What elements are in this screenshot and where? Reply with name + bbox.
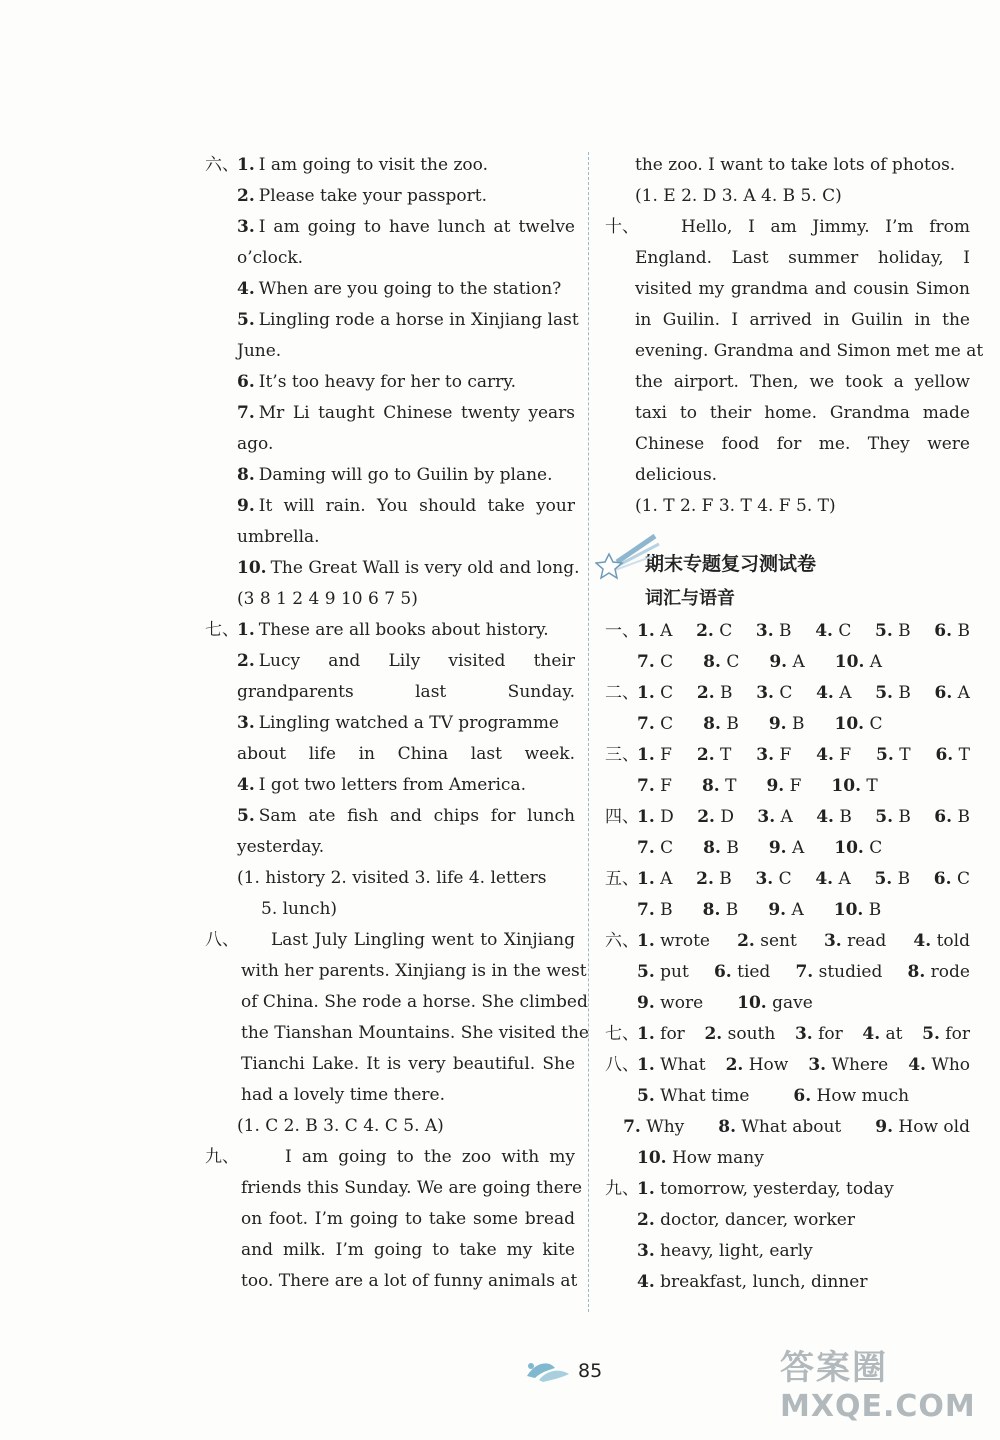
paragraph-text: had a lovely time there. xyxy=(241,1085,445,1105)
paragraph-indent xyxy=(237,925,271,956)
answer-cell: 3. Where xyxy=(808,1055,889,1075)
item-number: 5. xyxy=(237,806,255,826)
item-text: about life in China last week. xyxy=(237,744,575,764)
answer-text: 1. tomorrow, yesterday, today xyxy=(637,1179,894,1199)
paragraph-text: the zoo. I want to take lots of photos. xyxy=(635,155,956,175)
paragraph-text: taxi to their home. Grandma made xyxy=(635,403,970,423)
answer-text: 4. breakfast, lunch, dinner xyxy=(637,1272,868,1292)
label-spacer xyxy=(605,957,637,988)
left-column xyxy=(205,150,589,1297)
answer-cells xyxy=(637,709,970,740)
page-number: 85 xyxy=(578,1360,603,1382)
item-text: ago. xyxy=(237,434,274,454)
answer-cell: 9. F xyxy=(766,776,802,796)
paragraph-text: England. Last summer holiday, I xyxy=(635,248,970,268)
paragraph-text: I am going to the zoo with my xyxy=(285,1147,575,1167)
answer-cell: 1. What xyxy=(637,1055,706,1075)
question-label: 六、 xyxy=(205,155,239,175)
paragraph-text: with her parents. Xinjiang is in the west xyxy=(241,961,587,981)
answer-cell: 2. B xyxy=(696,683,733,703)
item-text: I got two letters from America. xyxy=(258,775,526,795)
answer-cell: 5. B xyxy=(875,807,911,827)
answer-cell: 5. B xyxy=(874,869,911,889)
answer-cells xyxy=(637,647,970,678)
item-text: Sam ate fish and chips for lunch xyxy=(258,806,575,826)
answer-row xyxy=(605,678,970,709)
paragraph-line xyxy=(205,1142,575,1173)
question-label: 五、 xyxy=(605,869,639,889)
answer-cell: 10. C xyxy=(834,714,883,734)
answer-cell: 9. wore xyxy=(637,993,704,1013)
answer-row xyxy=(605,1205,970,1236)
item-number: 10. xyxy=(237,558,267,578)
answer-cell: 4. A xyxy=(816,683,852,703)
answer-cells xyxy=(637,616,970,647)
answer-cells xyxy=(637,895,970,926)
answer-cell: 3. A xyxy=(757,807,793,827)
answer-row xyxy=(605,957,970,988)
answer-row xyxy=(605,833,970,864)
answer-cell: 2. C xyxy=(696,621,733,641)
answer-line xyxy=(205,367,575,398)
paragraph-text: on foot. I’m going to take some bread xyxy=(241,1209,575,1229)
answer-cells xyxy=(637,864,970,895)
answer-row xyxy=(605,1174,970,1205)
answer-cell: 9. A xyxy=(769,652,805,672)
answer-cell: 6. C xyxy=(933,869,970,889)
item-text: Daming will go to Guilin by plane. xyxy=(258,465,553,485)
paragraph-line xyxy=(205,925,575,956)
label-spacer xyxy=(605,647,637,678)
answer-cell: 6. T xyxy=(935,745,970,765)
answer-row xyxy=(605,1019,970,1050)
item-number: 5. xyxy=(237,310,255,330)
item-text: grandparents last Sunday. xyxy=(237,682,575,702)
answer-line xyxy=(205,739,575,770)
item-text: Lingling watched a TV programme xyxy=(258,713,559,733)
question-label: 九、 xyxy=(605,1179,639,1199)
paragraph-text: the airport. Then, we took a yellow xyxy=(635,372,970,392)
item-text: June. xyxy=(237,341,282,361)
answer-cell: 1. A xyxy=(637,869,673,889)
item-number: 4. xyxy=(237,279,255,299)
answer-cell: 1. D xyxy=(637,807,674,827)
paragraph-line xyxy=(605,243,970,274)
answer-cells xyxy=(637,1143,970,1174)
answer-cell: 1. A xyxy=(637,621,673,641)
answer-cell: 10. A xyxy=(834,652,883,672)
section-nine xyxy=(205,1142,583,1297)
question-label: 七、 xyxy=(205,620,239,640)
answer-cells xyxy=(637,957,970,988)
answer-cell: 6. How much xyxy=(793,1086,910,1106)
item-number: 6. xyxy=(237,372,255,392)
answer-line xyxy=(205,181,575,212)
answers-line: (1. history 2. visited 3. life 4. letters xyxy=(237,868,547,888)
answer-cell: 2. T xyxy=(696,745,732,765)
answer-cell: 7. B xyxy=(637,900,673,920)
paragraph-text: friends this Sunday. We are going there xyxy=(241,1178,583,1198)
paragraph-text: Tianchi Lake. It is very beautiful. She xyxy=(241,1054,575,1074)
answer-cell: 1. C xyxy=(637,683,674,703)
answer-cell: 7. Why xyxy=(623,1117,685,1137)
item-text: Please take your passport. xyxy=(258,186,488,206)
answer-cell: 3. F xyxy=(756,745,792,765)
item-text: These are all books about history. xyxy=(258,620,549,640)
item-number: 3. xyxy=(237,217,255,237)
order-answer: (3 8 1 2 4 9 10 6 7 5) xyxy=(237,589,418,609)
item-text: Lingling rode a horse in Xinjiang last xyxy=(258,310,579,330)
answer-row xyxy=(605,1081,970,1112)
paragraph-indent xyxy=(637,212,681,243)
answer-cells xyxy=(637,1050,970,1081)
paragraph-line xyxy=(605,336,984,367)
answer-line xyxy=(205,460,575,491)
paragraph-text: Chinese food for me. They were xyxy=(635,434,970,454)
answer-line xyxy=(205,522,575,553)
answer-cell: 1. wrote xyxy=(637,931,710,951)
answer-cell: 3. C xyxy=(756,683,793,703)
item-text: The Great Wall is very old and long. xyxy=(270,558,580,578)
answer-cells xyxy=(637,771,970,802)
answer-line xyxy=(205,243,575,274)
answer-cell: 2. sent xyxy=(737,931,797,951)
watermark xyxy=(780,1340,980,1430)
paragraph-text: evening. Grandma and Simon met me at xyxy=(635,341,984,361)
answer-cell: 7. C xyxy=(637,714,674,734)
answer-line xyxy=(205,150,575,181)
answer-cell: 4. told xyxy=(913,931,970,951)
paragraph-text: too. There are a lot of funny animals at xyxy=(241,1271,578,1291)
watermark-bottom: MXQE.COM xyxy=(780,1389,976,1424)
answer-cell: 3. C xyxy=(755,869,792,889)
item-text: Mr Li taught Chinese twenty years xyxy=(258,403,575,423)
answer-cell: 2. How xyxy=(725,1055,789,1075)
answer-line xyxy=(205,274,575,305)
paragraph-line xyxy=(205,1235,575,1266)
answer-cell: 8. C xyxy=(703,652,740,672)
answer-row xyxy=(605,864,970,895)
answer-cell: 3. for xyxy=(794,1024,843,1044)
answer-cell: 7. C xyxy=(637,838,674,858)
answer-cell: 7. C xyxy=(637,652,674,672)
item-text: o’clock. xyxy=(237,248,304,268)
item-number: 2. xyxy=(237,651,255,671)
answer-cell: 2. south xyxy=(704,1024,776,1044)
paragraph-text: visited my grandma and cousin Simon xyxy=(635,279,970,299)
item-text: Lucy and Lily visited their xyxy=(258,651,575,671)
answer-cell: 6. B xyxy=(934,621,970,641)
answer-cell: 9. A xyxy=(768,838,805,858)
paragraph-text: Hello, I am Jimmy. I’m from xyxy=(681,217,970,237)
answer-cell: 5. for xyxy=(922,1024,970,1044)
section-six xyxy=(205,150,580,584)
answer-cells xyxy=(637,1081,970,1112)
item-text: yesterday. xyxy=(237,837,325,857)
section-eight xyxy=(205,925,589,1111)
answer-cell: 3. B xyxy=(755,621,792,641)
paragraph-line xyxy=(605,460,970,491)
answer-cell: 4. B xyxy=(816,807,852,827)
answer-row xyxy=(605,740,970,771)
label-spacer xyxy=(605,709,637,740)
answer-cell: 7. studied xyxy=(795,962,883,982)
answers-line: (1. E 2. D 3. A 4. B 5. C) xyxy=(635,186,842,206)
answer-line xyxy=(205,677,575,708)
label-spacer xyxy=(605,1081,637,1112)
answer-cell: 10. C xyxy=(834,838,883,858)
label-spacer xyxy=(605,895,637,926)
label-spacer xyxy=(605,833,637,864)
question-label: 八、 xyxy=(605,1055,639,1075)
paragraph-line xyxy=(605,150,970,181)
paragraph-line xyxy=(205,1204,575,1235)
answer-cells xyxy=(637,988,970,1019)
answer-line xyxy=(205,801,575,832)
answer-cell: 10. B xyxy=(833,900,882,920)
answer-cells xyxy=(637,740,970,771)
paragraph-text: and milk. I’m going to take my kite xyxy=(241,1240,575,1260)
answer-cell: 5. What time xyxy=(637,1086,750,1106)
paragraph-text: the Tianshan Mountains. She visited the xyxy=(241,1023,589,1043)
leaf-decoration-icon xyxy=(525,1358,571,1384)
subtitle: 词汇与语音 xyxy=(645,588,735,609)
answer-row xyxy=(605,616,970,647)
answer-line xyxy=(205,708,575,739)
question-label: 三、 xyxy=(605,745,639,765)
answer-cell: 7. F xyxy=(637,776,672,796)
answer-row xyxy=(605,802,970,833)
answer-cells xyxy=(637,926,970,957)
answer-cell: 6. B xyxy=(934,807,970,827)
paragraph-line xyxy=(205,987,588,1018)
shooting-star-icon xyxy=(595,532,665,580)
paragraph-text: of China. She rode a horse. She climbed xyxy=(241,992,588,1012)
answer-row xyxy=(605,895,970,926)
answer-cell: 1. for xyxy=(637,1024,685,1044)
answer-cell: 4. at xyxy=(862,1024,903,1044)
answer-line xyxy=(205,646,575,677)
answer-cell: 8. rode xyxy=(907,962,970,982)
answer-cell: 8. T xyxy=(701,776,737,796)
section-title xyxy=(605,546,970,582)
answer-line xyxy=(205,832,575,863)
question-label: 一、 xyxy=(605,621,639,641)
answer-cell: 9. B xyxy=(768,714,805,734)
answer-row xyxy=(605,1050,970,1081)
answer-line xyxy=(205,615,575,646)
item-text: It’s too heavy for her to carry. xyxy=(258,372,517,392)
item-text: It will rain. You should take your xyxy=(258,496,575,516)
answer-cell: 2. D xyxy=(697,807,734,827)
question-label: 九、 xyxy=(205,1147,239,1167)
section-nine-continued xyxy=(605,150,970,181)
answer-cell: 8. What about xyxy=(718,1117,842,1137)
paragraph-line xyxy=(205,1018,589,1049)
paragraph-line xyxy=(205,1049,575,1080)
answer-cell: 1. F xyxy=(637,745,672,765)
paragraph-text: Last July Lingling went to Xinjiang xyxy=(271,930,575,950)
answer-cell: 9. A xyxy=(768,900,804,920)
answer-cells xyxy=(637,678,970,709)
answer-cells xyxy=(637,802,970,833)
answer-cell: 9. How old xyxy=(875,1117,970,1137)
item-text: I am going to visit the zoo. xyxy=(258,155,489,175)
paragraph-line xyxy=(605,429,970,460)
section-title-text: 期末专题复习测试卷 xyxy=(645,553,817,575)
item-number: 2. xyxy=(237,186,255,206)
answer-cell: 4. C xyxy=(815,621,852,641)
item-number: 9. xyxy=(237,496,255,516)
column-divider xyxy=(588,152,589,1312)
answer-cells xyxy=(637,833,970,864)
paragraph-line xyxy=(605,212,970,243)
answer-text: 3. heavy, light, early xyxy=(637,1241,813,1261)
section-seven xyxy=(205,615,575,863)
answer-cell: 4. A xyxy=(815,869,851,889)
label-spacer xyxy=(605,1112,623,1143)
answers-line: 5. lunch) xyxy=(261,899,338,919)
answer-row xyxy=(605,1236,970,1267)
answer-row xyxy=(605,1267,970,1298)
answer-cell: 5. B xyxy=(875,683,911,703)
item-text: umbrella. xyxy=(237,527,320,547)
item-number: 7. xyxy=(237,403,255,423)
paragraph-line xyxy=(605,398,970,429)
answer-line xyxy=(205,429,575,460)
answer-cell: 6. tied xyxy=(713,962,771,982)
answer-line xyxy=(205,770,575,801)
paragraph-line xyxy=(605,305,970,336)
paragraph-line xyxy=(605,274,970,305)
right-column xyxy=(605,150,984,1298)
answer-cell: 4. F xyxy=(816,745,852,765)
paragraph-line xyxy=(205,1266,578,1297)
question-label: 二、 xyxy=(605,683,639,703)
answer-cell: 10. gave xyxy=(737,993,813,1013)
answer-line xyxy=(205,398,575,429)
section-ten xyxy=(605,212,984,491)
question-label: 六、 xyxy=(605,931,639,951)
answer-cell: 5. put xyxy=(637,962,689,982)
question-label: 七、 xyxy=(605,1024,639,1044)
answer-cell: 5. T xyxy=(876,745,911,765)
answer-row xyxy=(605,926,970,957)
item-text: When are you going to the station? xyxy=(258,279,562,299)
paragraph-indent xyxy=(237,1142,285,1173)
answer-row xyxy=(605,709,970,740)
answer-row xyxy=(605,1112,970,1143)
paragraph-line xyxy=(205,956,587,987)
paragraph-text: delicious. xyxy=(635,465,718,485)
answer-line xyxy=(205,491,575,522)
item-number: 3. xyxy=(237,713,255,733)
answer-line xyxy=(205,336,575,367)
item-number: 8. xyxy=(237,465,255,485)
paragraph-line xyxy=(205,1080,575,1111)
answer-text: 2. doctor, dancer, worker xyxy=(637,1210,855,1230)
answer-row xyxy=(605,988,970,1019)
answer-cells xyxy=(637,1019,970,1050)
watermark-top: 答案圈 xyxy=(780,1348,888,1388)
answer-cell: 8. B xyxy=(703,838,739,858)
item-number: 4. xyxy=(237,775,255,795)
item-number: 1. xyxy=(237,155,255,175)
paragraph-line xyxy=(605,367,970,398)
answers-line: (1. T 2. F 3. T 4. F 5. T) xyxy=(635,496,836,516)
answer-cell: 2. B xyxy=(696,869,732,889)
answer-cell: 4. Who xyxy=(908,1055,970,1075)
label-spacer xyxy=(605,1143,637,1174)
answer-cells xyxy=(623,1112,970,1143)
paragraph-line xyxy=(205,1173,583,1204)
answer-cell: 10. How many xyxy=(637,1148,764,1168)
answer-cell: 10. T xyxy=(831,776,878,796)
answer-row xyxy=(605,771,970,802)
answer-row xyxy=(605,647,970,678)
label-spacer xyxy=(605,771,637,802)
answer-line xyxy=(205,305,579,336)
question-label: 八、 xyxy=(205,930,239,950)
answer-cell: 6. A xyxy=(934,683,970,703)
answer-cell: 3. read xyxy=(823,931,887,951)
answer-line xyxy=(205,553,580,584)
question-label: 四、 xyxy=(605,807,639,827)
item-text: I am going to have lunch at twelve xyxy=(258,217,575,237)
answers-line: (1. C 2. B 3. C 4. C 5. A) xyxy=(237,1116,444,1136)
answer-key-list xyxy=(605,616,970,1298)
item-number: 1. xyxy=(237,620,255,640)
answer-line xyxy=(205,212,575,243)
paragraph-text: in Guilin. I arrived in Guilin in the xyxy=(635,310,970,330)
answer-row xyxy=(605,1143,970,1174)
label-spacer xyxy=(605,988,637,1019)
answer-cell: 8. B xyxy=(702,900,739,920)
answer-cell: 8. B xyxy=(703,714,739,734)
answer-cell: 5. B xyxy=(875,621,911,641)
question-label: 十、 xyxy=(605,217,639,237)
